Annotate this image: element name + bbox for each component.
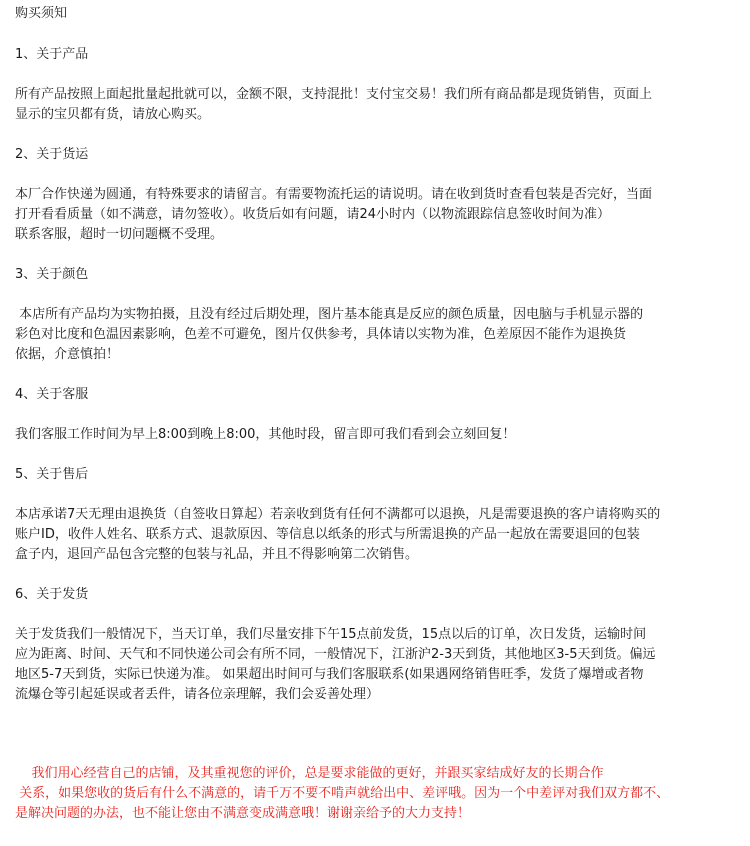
section-body-delivery [15,625,737,705]
body-line: 本厂合作快递为圆通，有特殊要求的请留言。有需要物流托运的请说明。请在收到货时查看包装是否完好，当面 [15,187,653,202]
body-line: 彩色对比度和色温因素影响，色差不可避免，图片仅供参考，具体请以实物为准，色差原因不能作为退换货 [15,327,627,342]
body-line: 流爆仓等引起延误或者丢件，请各位亲理解，我们会妥善处理） [15,687,380,702]
section-heading-after-sales: 5、关于售后 [15,467,89,482]
body-line: 所有产品按照上面起批量起批就可以，金额不限，支持混批！支付宝交易！我们所有商品都是现货销售，页面上 [15,87,653,102]
section-body-products [15,85,737,125]
body-line: 依据，介意慎拍！ [15,347,120,362]
section-heading-color: 3、关于颜色 [15,267,89,282]
section-heading-delivery: 6、关于发货 [15,587,89,602]
body-line: 账户ID，收件人姓名、联系方式、退款原因、等信息以纸条的形式与所需退换的产品一起放在需要退回的包装 [15,527,640,542]
section-body-color [15,305,737,365]
section-body-shipping [15,185,737,245]
page-title: 购买须知 [15,6,68,21]
body-line: 应为距离、时间、天气和不同快递公司会有所不同，一般情况下，江浙沪2-3天到货，其他地区3-5天到货。偏远 [15,647,656,662]
body-line: 我们客服工作时间为早上8:00到晚上8:00，其他时段，留言即可我们看到会立刻回复！ [15,427,516,442]
section-heading-customer-service: 4、关于客服 [15,387,89,402]
section-body-after-sales [15,505,737,565]
body-line: 显示的宝贝都有货，请放心购买。 [15,107,211,122]
body-line: 盒子内，退回产品包含完整的包装与礼品，并且不得影响第二次销售。 [15,547,419,562]
red-notice [15,764,737,824]
section-body-customer-service [15,425,737,445]
body-line: 本店所有产品均为实物拍摄，且没有经过后期处理，图片基本能真是反应的颜色质量，因电脑与手机显示器的 [15,307,644,322]
notice-line: 是解决问题的办法，也不能让您由不满意变成满意哦！谢谢亲给予的大力支持！ [15,806,471,821]
body-line: 本店承诺7天无理由退换货（自签收日算起）若亲收到货有任何不满都可以退换，凡是需要退换的客户请将购买的 [15,507,661,522]
body-line: 关于发货我们一般情况下，当天订单，我们尽量安排下午15点前发货，15点以后的订单，次日发货，运输时间 [15,627,647,642]
section-heading-shipping: 2、关于货运 [15,147,89,162]
body-line: 联系客服，超时一切问题概不受理。 [15,227,224,242]
notice-line: 关系，如果您收的货后有什么不满意的，请千万不要不啃声就给出中、差评哦。因为一个中差评对我们双方都不、 [15,786,670,801]
notice-line: 我们用心经营自己的店铺，及其重视您的评价，总是要求能做的更好，并跟买家结成好友的长期合作 [15,766,604,781]
section-heading-products: 1、关于产品 [15,47,89,62]
body-line: 地区5-7天到货，实际已快递为准。 如果超出时间可与我们客服联系(如果遇网络销售旺季，发货了爆增或者物 [15,667,644,682]
body-line: 打开看看质量（如不满意，请勿签收）。收货后如有问题，请24小时内（以物流跟踪信息签收时间为准） [15,207,611,222]
